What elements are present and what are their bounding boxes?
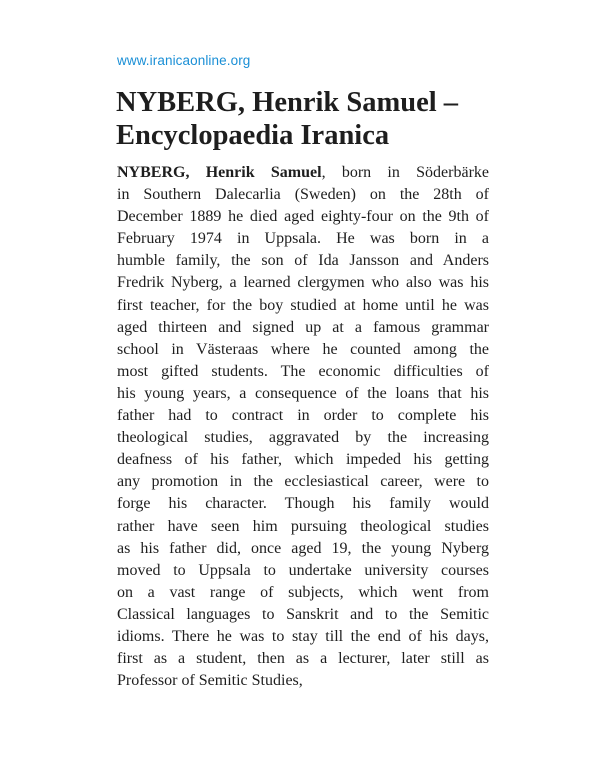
body-line: deafness of his father, which impeded his getting: [117, 451, 489, 469]
body-line: Fredrik Nyberg, a learned clergymen who also was his: [117, 274, 489, 292]
article-lead-name: NYBERG, Henrik Samuel: [117, 164, 322, 181]
body-line: humble family, the son of Ida Jansson and Anders: [117, 252, 489, 270]
body-line: theological studies, aggravated by the increasing: [117, 429, 489, 447]
body-line: forge his character. Though his family would: [117, 495, 489, 513]
body-line: any promotion in the ecclesiastical career, were to: [117, 473, 489, 491]
body-line: on a vast range of subjects, which went from: [117, 583, 489, 601]
body-line: in Southern Dalecarlia (Sweden) on the 28th of: [117, 186, 489, 204]
body-line: school in Västeraas where he counted among the: [117, 340, 489, 358]
body-line: aged thirteen and signed up at a famous grammar: [117, 318, 489, 336]
article-title: NYBERG, Henrik Samuel – Encyclopaedia Iranica: [116, 87, 459, 151]
body-line: moved to Uppsala to undertake university courses: [117, 561, 489, 579]
body-line: rather have seen him pursuing theological studies: [117, 517, 489, 535]
site-link[interactable]: www.iranicaonline.org: [117, 53, 251, 68]
first-line-text: , born in Söderbärke: [321, 164, 490, 181]
body-line: February 1974 in Uppsala. He was born in a: [117, 230, 489, 248]
body-line: December 1889 he died aged eighty-four on the 9th of: [117, 208, 489, 226]
body-line: first as a student, then as a lecturer, later still as: [117, 650, 489, 668]
body-line: father had to contract in order to complete his: [117, 407, 489, 425]
article-body: [117, 162, 489, 692]
body-line: idioms. There he was to stay till the end of his days,: [117, 627, 489, 645]
body-line: most gifted students. The economic difficulties of: [117, 362, 489, 380]
body-line: Classical languages to Sanskrit and to the Semitic: [117, 605, 489, 623]
body-line: as his father did, once aged 19, the young Nyberg: [117, 539, 489, 557]
body-line: Professor of Semitic Studies,: [117, 672, 303, 690]
body-line: first teacher, for the boy studied at home until he was: [117, 296, 489, 314]
body-line: [117, 162, 489, 184]
body-line: his young years, a consequence of the loans that his: [117, 384, 489, 402]
